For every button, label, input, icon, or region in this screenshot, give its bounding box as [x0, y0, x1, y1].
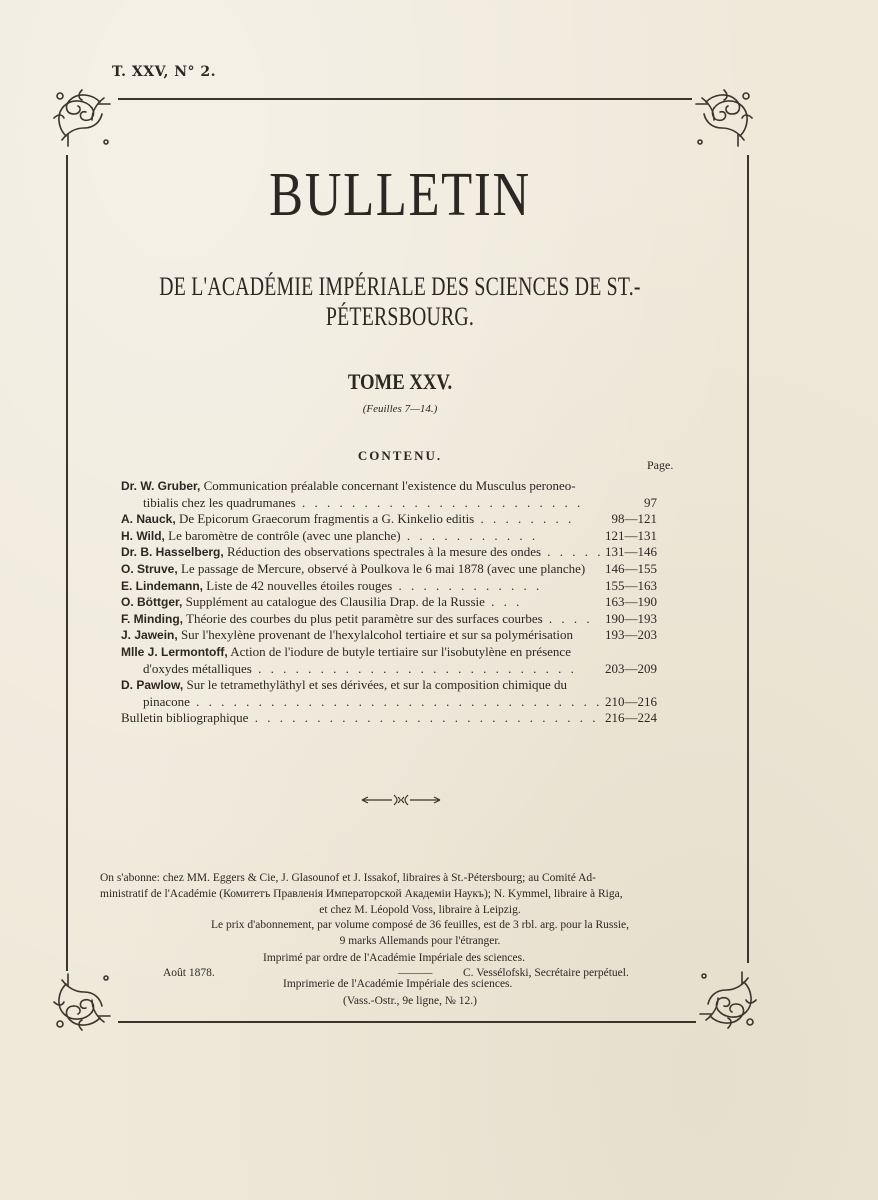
divider-ornament-icon: [360, 793, 442, 807]
toc-entry: [121, 694, 657, 711]
frame-right-rule: [747, 155, 749, 963]
toc-title: Action de l'iodure de butyle tertiaire sur l'isobutylène en présence: [227, 643, 571, 659]
toc-author: Mlle J. Lermontoff,: [121, 644, 228, 659]
toc-leader: . . . . . . . . . . . . . . . . . . . . . . .: [295, 494, 584, 510]
frame-bottom-rule: [118, 1021, 696, 1023]
imprint-press: Imprimerie de l'Académie Impériale des sciences.: [283, 978, 513, 990]
table-of-contents: [121, 478, 657, 727]
toc-author: D. Pawlow,: [121, 678, 184, 693]
toc-author: Dr. B. Hasselberg,: [121, 545, 224, 560]
toc-leader: . . . . . . . . . . . . . . . . . . . . . . . . . . . .: [248, 710, 599, 726]
toc-leader: . . . . . . . . . . .: [400, 527, 539, 543]
toc-entry: [121, 710, 657, 727]
toc-page-range: 131—146: [605, 544, 657, 560]
toc-title: Bulletin bibliographique: [121, 710, 249, 726]
toc-author: A. Nauck,: [121, 512, 176, 527]
notice-line: On s'abonne: chez MM. Eggers & Cie, J. Glasounof et J. Issakof, libraires à St.-Pétersbourg; au Comité Ad-: [100, 872, 596, 884]
corner-ornament-icon: [48, 966, 118, 1036]
toc-title: tibialis chez les quadrumanes: [143, 494, 296, 510]
frame-left-rule: [66, 155, 68, 971]
toc-title: Le passage de Mercure, observé à Poulkova le 6 mai 1878 (avec une planche): [177, 560, 586, 576]
bulletin-title: BULLETIN: [269, 161, 531, 229]
price-line: 9 marks Allemands pour l'étranger.: [339, 935, 501, 947]
frame-top-rule: [118, 98, 692, 100]
toc-page-range: 121—131: [605, 527, 657, 543]
toc-title: Communication préalable concernant l'existence du Musculus peroneo-: [200, 478, 576, 493]
toc-page-range: 203—209: [605, 660, 657, 676]
toc-entry: [121, 495, 657, 512]
toc-title: Liste de 42 nouvelles étoiles rouges: [203, 577, 393, 593]
toc-leader: . . . . . . . . . . . . . . . . . . . . . . . . . . . . . . . . .: [189, 693, 603, 709]
corner-ornament-icon: [688, 84, 758, 154]
price-notice: [100, 917, 740, 949]
toc-entry: [121, 511, 657, 528]
toc-entry: [121, 661, 657, 678]
toc-leader: . . .: [484, 594, 523, 610]
toc-author: O. Struve,: [121, 561, 178, 576]
notice-line: ministratif de l'Académie (Комитетъ Правленія Императорской Академіи Наукъ); N. Kymmel, libraire à Riga,: [100, 888, 623, 900]
imprint-address: (Vass.-Ostr., 9e ligne, № 12.): [343, 995, 477, 1007]
toc-leader: . . . .: [542, 610, 593, 626]
volume-label: T. XXV, N° 2.: [112, 64, 217, 80]
toc-page-range: 216—224: [605, 710, 657, 726]
toc-author: H. Wild,: [121, 528, 165, 543]
toc-title: d'oxydes métalliques: [143, 660, 252, 676]
subscription-notice: [100, 870, 740, 918]
toc-author: F. Minding,: [121, 611, 183, 626]
toc-page-range: 190—193: [605, 610, 657, 626]
toc-page-range: 210—216: [605, 693, 657, 709]
toc-page-range: 98—121: [611, 511, 657, 527]
toc-title: pinacone: [143, 693, 190, 709]
toc-entry: [121, 561, 657, 578]
contents-heading: CONTENU.: [357, 448, 443, 463]
toc-title: Sur l'hexylène provenant de l'hexylalcohol tertiaire et sur sa polymérisation: [177, 627, 573, 643]
corner-ornament-icon: [48, 84, 118, 154]
feuilles-note: (Feuilles 7—14.): [362, 403, 438, 415]
toc-page-range: 163—190: [605, 594, 657, 610]
notice-line: et chez M. Léopold Voss, libraire à Leipzig.: [319, 904, 521, 916]
toc-author: E. Lindemann,: [121, 578, 204, 593]
toc-leader: . . . . . . . .: [474, 511, 575, 527]
imprint-dash: ———: [398, 967, 433, 979]
toc-entry: [121, 578, 657, 595]
toc-page-range: 97: [644, 494, 657, 510]
toc-entry: [121, 611, 657, 628]
toc-entry: [121, 627, 657, 644]
toc-entry: [121, 528, 657, 545]
toc-leader: . . . . . . . . . . . . . . . . . . . . . . . . . .: [251, 660, 577, 676]
toc-page-range: 155—163: [605, 577, 657, 593]
toc-author: Dr. W. Gruber,: [121, 479, 201, 493]
imprint-signature: C. Vessélofski, Secrétaire perpétuel.: [463, 967, 629, 979]
toc-leader: . . . . .: [541, 544, 604, 560]
toc-title: Réduction des observations spectrales à la mesure des ondes: [223, 544, 542, 560]
toc-title: De Epicorum Graecorum fragmentis a G. Kinkelio editis: [175, 511, 475, 527]
academy-subtitle: DE L'ACADÉMIE IMPÉRIALE DES SCIENCES DE ST.-PÉTERSBOURG.: [159, 272, 641, 331]
toc-entry: [121, 644, 657, 661]
tome-heading: TOME XXV.: [347, 369, 453, 394]
toc-page-range: 193—203: [605, 627, 657, 643]
toc-author: O. Böttger,: [121, 595, 183, 610]
imprint-order: Imprimé par ordre de l'Académie Impériale des sciences.: [263, 952, 525, 964]
toc-title: Le baromètre de contrôle (avec une planche): [164, 527, 401, 543]
imprint-date: Août 1878.: [163, 967, 215, 979]
toc-entry: [121, 544, 657, 561]
toc-author: J. Jawein,: [121, 628, 178, 643]
toc-entry: [121, 677, 657, 694]
toc-entry: [121, 478, 657, 495]
toc-title: Théorie des courbes du plus petit paramètre sur des surfaces courbes: [183, 610, 543, 626]
page-column-heading: Page.: [647, 458, 674, 472]
toc-title: Supplément au catalogue des Clausilia Drap. de la Russie: [182, 594, 485, 610]
toc-page-range: 146—155: [605, 560, 657, 576]
toc-entry: [121, 594, 657, 611]
toc-leader: . . . . . . . . . . . .: [392, 577, 543, 593]
toc-title: Sur le tetramethyläthyl et ses dérivées, et sur la composition chimique du: [183, 677, 568, 693]
price-line: Le prix d'abonnement, par volume composé de 36 feuilles, est de 3 rbl. arg. pour la Russie,: [211, 919, 629, 931]
corner-ornament-icon: [692, 964, 762, 1034]
